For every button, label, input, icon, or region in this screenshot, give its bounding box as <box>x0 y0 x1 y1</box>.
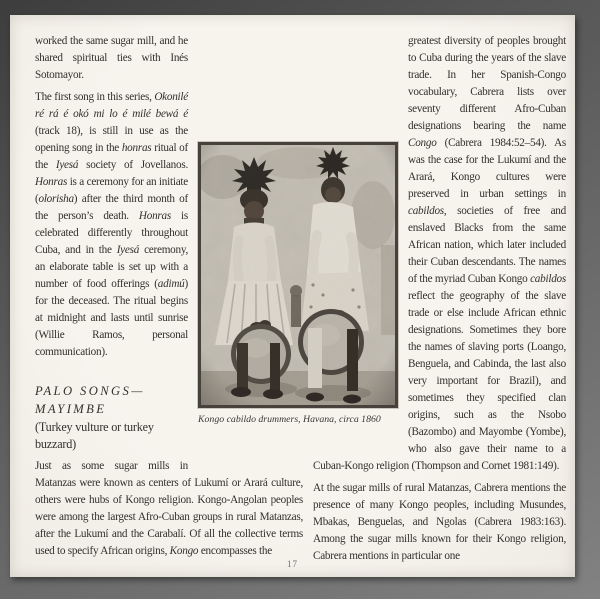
photo-caption: Kongo cabildo drummers, Havana, circa 1860 <box>198 414 381 425</box>
right-paragraph-2: At the sugar mills of rural Matanzas, Cabrera mentions the presence of many Kongo peoples, including Musundes, Mbakas, Benguelas, and Ngolas (Cabrera 1983:163). Among the sugar mills known for their Kongo religion, Cabrera mentions in particular one <box>313 482 566 562</box>
section-heading-line-2: MAYIMBE <box>35 402 107 416</box>
left-paragraph-2: The first song in this series, Okonilé ré rá é okó mi lo é milé bewá é (track 18), is still in use as the opening song in the honras ritual of the Iyesá society of Jovellanos. Honras is a ceremony for an initiate (olorisha) after the third month of the person’s death. Honras is celebrated differently throughout Cuba, and in the Iyesá ceremony, an elaborate table is set up with a number of food offerings (adimú) for the deceased. The ritual begins at midnight and lasts until sunrise (Willie Ramos, personal communication). <box>35 91 189 358</box>
cabildo-drummers-photo-image <box>198 142 398 408</box>
right-paragraph-1: greatest diversity of peoples brought to Cuba during the years of the slave trade. In her Spanish-Congo vocabulary, Cabrera lists over seventy different Afro-Cuban designations bearing the name Congo (Cabrera 1984:52–54). As was the case for the Lukumí and the Arará, Kongo cultures were preserved in urban settings in cabildos, societies of free and enslaved Blacks from the same African nation, which later included their Cuban descendants. The names of the myriad Cuban Kongo cabildos reflect the geography of the slave trade or else include African ethnic designations. Sometimes they bore the names of slaving ports (Loango, Benguela, and Cabinda, the last also very important for Brazil), and sometimes they specified clan origins, such as the Nsobo (Bazombo) and Mayombe (Yombe), who also gave their name to a Cuban-Kongo religion (Thompson and Cornet 1981:149). <box>313 35 566 472</box>
left-paragraph-3: Just as some sugar mills in Matanzas were known as centers of Lukumí or Arará culture, others were hubs of Kongo religion. Kongo-Angolan peoples were among the largest Afro-Cuban groups in rural Matanzas, after the Lukumí and the Carabalí. Of all the collective terms used to specify African origins, Kongo encompasses the <box>35 460 303 557</box>
section-heading-line-1: PALO SONGS— <box>35 384 145 398</box>
left-paragraph-1: worked the same sugar mill, and he shared spiritual ties with Inés Sotomayor. <box>35 35 188 81</box>
book-page <box>10 15 575 577</box>
section-heading-subtitle: (Turkey vulture or turkey buzzard) <box>35 420 154 451</box>
cabildo-drummers-photo <box>198 142 398 426</box>
page-number: 17 <box>287 559 298 569</box>
